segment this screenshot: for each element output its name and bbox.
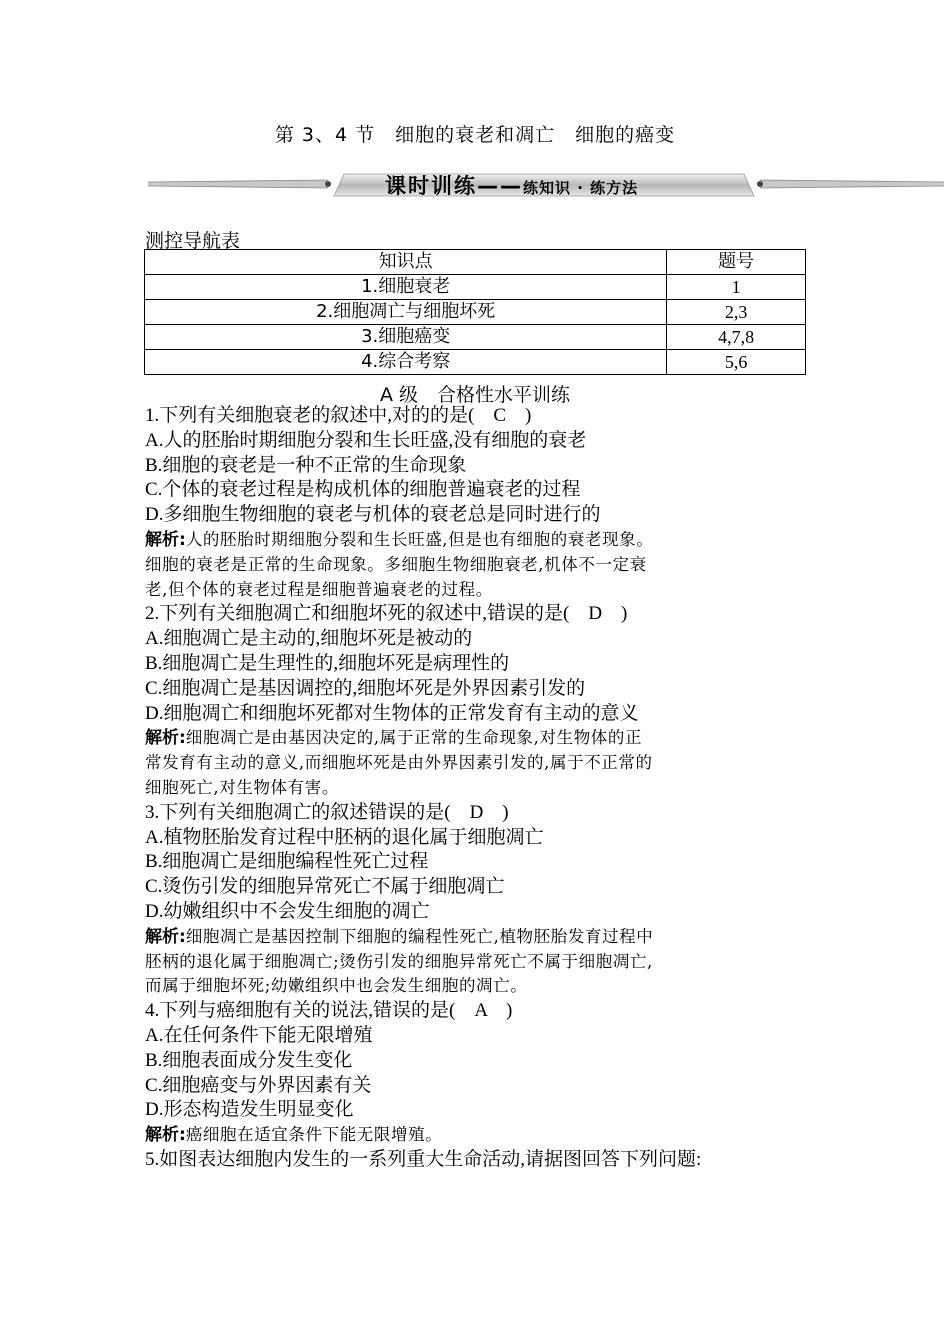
analysis-label: 解析: <box>145 728 186 749</box>
line-text: 2.下列有关细胞凋亡和细胞坏死的叙述中,错误的是( D ) <box>145 603 628 625</box>
line-text: 细胞死亡,对生物体有害。 <box>145 777 339 797</box>
analysis-line <box>145 974 810 999</box>
analysis-line <box>145 553 810 578</box>
table-header-cell: 知识点 <box>145 250 667 275</box>
table-cell: 3.细胞癌变 <box>145 325 667 350</box>
question-line <box>145 1098 810 1123</box>
section-title: 第 3、4 节 细胞的衰老和凋亡 细胞的癌变 <box>274 124 676 146</box>
table-row <box>145 350 806 375</box>
analysis-line <box>145 751 810 776</box>
table-cell: 5,6 <box>667 350 806 375</box>
table-cell: 1 <box>667 275 806 300</box>
line-text: A.细胞凋亡是主动的,细胞坏死是被动的 <box>145 628 473 650</box>
line-text: 3.下列有关细胞凋亡的叙述错误的是( D ) <box>145 801 509 823</box>
line-text: 1.下列有关细胞衰老的叙述中,对的的是( C ) <box>145 405 532 426</box>
analysis-label: 解析: <box>145 529 186 550</box>
analysis-line <box>145 776 810 801</box>
question-line <box>145 850 810 875</box>
question-line <box>145 1148 810 1173</box>
line-text: D.细胞凋亡和细胞坏死都对生物体的正常发育有主动的意义 <box>145 702 639 724</box>
line-text: A.植物胚胎发育过程中胚柄的退化属于细胞凋亡 <box>145 826 544 848</box>
question-line <box>145 1049 810 1074</box>
line-text: B.细胞凋亡是生理性的,细胞坏死是病理性的 <box>145 652 510 674</box>
analysis-line <box>145 726 810 751</box>
table-row <box>145 275 806 300</box>
line-text: 常发育有主动的意义,而细胞坏死是由外界因素引发的,属于不正常的 <box>145 753 653 773</box>
line-text: 细胞凋亡是基因控制下细胞的编程性死亡,植物胚胎发育过程中 <box>185 926 654 946</box>
line-text: B.细胞凋亡是细胞编程性死亡过程 <box>145 851 429 873</box>
question-line <box>145 404 810 429</box>
question-line <box>145 478 810 503</box>
question-line <box>145 702 810 727</box>
line-text: A.在任何条件下能无限增殖 <box>145 1024 373 1046</box>
banner-title <box>385 170 638 200</box>
line-text: B.细胞表面成分发生变化 <box>145 1049 353 1071</box>
table-cell: 1.细胞衰老 <box>145 275 667 300</box>
analysis-line <box>145 950 810 975</box>
analysis-line <box>145 578 810 603</box>
question-line <box>145 454 810 479</box>
line-text: 细胞的衰老是正常的生命现象。多细胞生物细胞衰老,机体不一定衰 <box>145 554 647 574</box>
question-line <box>145 826 810 851</box>
question-line <box>145 429 810 454</box>
line-text: C.个体的衰老过程是构成机体的细胞普遍衰老的过程 <box>145 479 581 501</box>
line-text: 癌细胞在适宜条件下能无限增殖。 <box>185 1125 443 1145</box>
line-text: D.幼嫩组织中不会发生细胞的凋亡 <box>145 900 430 922</box>
banner-main-text: 课时训练 <box>385 174 477 198</box>
question-line <box>145 801 810 826</box>
line-text: 4.下列与癌细胞有关的说法,错误的是( A ) <box>145 1000 513 1022</box>
level-title: A 级 合格性水平训练 <box>379 384 571 406</box>
table-row <box>145 300 806 325</box>
navigation-table <box>144 249 806 375</box>
line-text: A.人的胚胎时期细胞分裂和生长旺盛,没有细胞的衰老 <box>145 429 587 451</box>
line-text: 细胞凋亡是由基因决定的,属于正常的生命现象,对生物体的正 <box>185 728 643 748</box>
analysis-line <box>145 925 810 950</box>
table-header-cell: 题号 <box>667 250 806 275</box>
line-text: 5.如图表达细胞内发生的一系列重大生命活动,请据图回答下列问题: <box>145 1148 702 1170</box>
line-text: 老,但个体的衰老过程是细胞普遍衰老的过程。 <box>145 579 493 599</box>
line-text: C.细胞癌变与外界因素有关 <box>145 1074 372 1096</box>
question-line <box>145 652 810 677</box>
table-row <box>145 325 806 350</box>
banner-dash: —— <box>477 174 523 198</box>
question-line <box>145 503 810 528</box>
line-text: C.烫伤引发的细胞异常死亡不属于细胞凋亡 <box>145 876 505 898</box>
question-line <box>145 1074 810 1099</box>
question-content <box>145 404 810 1173</box>
table-cell: 4,7,8 <box>667 325 806 350</box>
question-line <box>145 602 810 627</box>
table-cell: 4.综合考察 <box>145 350 667 375</box>
question-line <box>145 999 810 1024</box>
analysis-line <box>145 1123 810 1148</box>
banner-sub-text: 练知识 · 练方法 <box>523 179 639 197</box>
analysis-line <box>145 528 810 553</box>
table-cell: 2,3 <box>667 300 806 325</box>
question-line <box>145 900 810 925</box>
line-text: 而属于细胞坏死;幼嫩组织中也会发生细胞的凋亡。 <box>145 976 528 996</box>
question-line <box>145 1024 810 1049</box>
table-cell: 2.细胞凋亡与细胞坏死 <box>145 300 667 325</box>
line-text: B.细胞的衰老是一种不正常的生命现象 <box>145 454 467 476</box>
question-line <box>145 875 810 900</box>
question-line <box>145 627 810 652</box>
analysis-label: 解析: <box>145 926 186 947</box>
question-line <box>145 677 810 702</box>
table-header-row <box>145 250 806 275</box>
line-text: D.多细胞生物细胞的衰老与机体的衰老总是同时进行的 <box>145 504 601 526</box>
nav-table-label: 测控导航表 <box>145 230 241 252</box>
line-text: 胚柄的退化属于细胞凋亡;烫伤引发的细胞异常死亡不属于细胞凋亡, <box>145 951 653 971</box>
line-text: C.细胞凋亡是基因调控的,细胞坏死是外界因素引发的 <box>145 677 586 699</box>
line-text: D.形态构造发生明显变化 <box>145 1099 354 1121</box>
line-text: 人的胚胎时期细胞分裂和生长旺盛,但是也有细胞的衰老现象。 <box>185 529 654 549</box>
analysis-label: 解析: <box>145 1125 186 1146</box>
